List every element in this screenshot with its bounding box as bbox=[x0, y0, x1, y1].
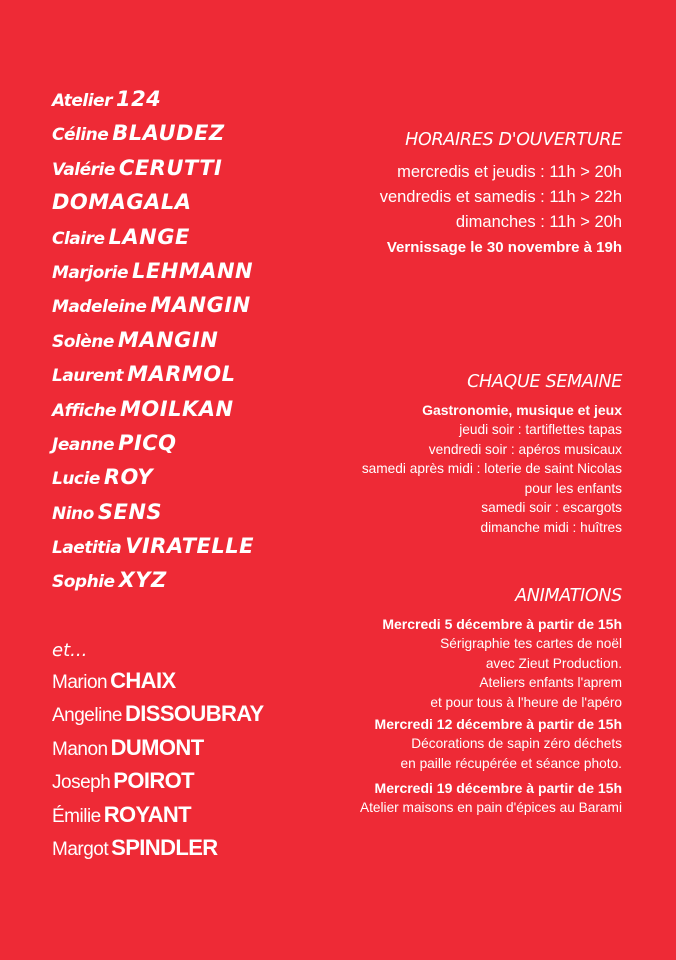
guest-first-name: Angeline bbox=[52, 705, 122, 727]
artist-first-name: Atelier bbox=[52, 91, 112, 111]
guest-entry bbox=[52, 664, 322, 697]
guest-last-name: CHAIX bbox=[110, 668, 176, 693]
guest-last-name: POIROT bbox=[113, 768, 195, 794]
animations-title: ANIMATIONS bbox=[515, 586, 622, 606]
artist-first-name: Affiche bbox=[52, 400, 116, 421]
artist-last-name: MANGIN bbox=[150, 293, 251, 318]
artist-first-name: Jeanne bbox=[52, 434, 115, 455]
horaires-line: vendredis et samedis : 11h > 22h bbox=[379, 188, 622, 206]
guest-first-name: Joseph bbox=[52, 772, 111, 794]
horaires-section bbox=[380, 130, 622, 260]
artist-entry bbox=[52, 460, 322, 494]
guest-entry bbox=[52, 764, 322, 797]
semaine-line: dimanche midi : huîtres bbox=[480, 519, 622, 535]
event-date: Mercredi 5 décembre à partir de 15h bbox=[382, 616, 622, 632]
event-line: Décorations de sapin zéro déchets bbox=[411, 736, 622, 752]
artist-last-name: SENS bbox=[97, 499, 163, 524]
artist-entry bbox=[52, 254, 322, 288]
artist-entry bbox=[52, 357, 322, 391]
artist-entry bbox=[52, 82, 322, 116]
guest-last-name: ROYANT bbox=[103, 801, 192, 827]
artist-entry bbox=[52, 529, 322, 563]
guest-first-name: Manon bbox=[52, 738, 108, 760]
artist-last-name: VIRATELLE bbox=[125, 534, 254, 559]
et-label: et... bbox=[52, 640, 88, 661]
guest-first-name: Margot bbox=[52, 838, 109, 860]
event-line: Sérigraphie tes cartes de noël bbox=[440, 636, 622, 651]
event-line: avec Zieut Production. bbox=[485, 655, 622, 671]
semaine-subtitle: Gastronomie, musique et jeux bbox=[422, 402, 622, 418]
artist-first-name: Madeleine bbox=[52, 297, 147, 318]
artist-entry bbox=[52, 392, 322, 426]
artist-first-name: Claire bbox=[52, 228, 105, 249]
artist-first-name: Solène bbox=[52, 331, 114, 352]
semaine-title: CHAQUE SEMAINE bbox=[467, 372, 622, 392]
event-line: Ateliers enfants l'aprem bbox=[479, 675, 622, 691]
artist-last-name: PICQ bbox=[118, 430, 177, 455]
guest-last-name: DUMONT bbox=[110, 734, 204, 760]
horaires-line: mercredis et jeudis : 11h > 20h bbox=[397, 163, 622, 181]
horaires-title: HORAIRES D'OUVERTURE bbox=[405, 130, 622, 150]
artist-first-name: Lucie bbox=[52, 469, 100, 490]
artist-entry bbox=[52, 288, 322, 322]
event-line: en paille récupérée et séance photo. bbox=[400, 755, 622, 771]
semaine-line: samedi après midi : loterie de saint Nicolas bbox=[361, 461, 622, 477]
event-date: Mercredi 19 décembre à partir de 15h bbox=[374, 779, 622, 796]
guest-entry bbox=[52, 731, 322, 764]
artist-last-name: BLAUDEZ bbox=[112, 121, 225, 146]
guest-last-name: DISSOUBRAY bbox=[124, 701, 264, 727]
artist-first-name: Céline bbox=[52, 125, 109, 146]
artist-last-name: 124 bbox=[115, 87, 162, 111]
guest-entry bbox=[52, 831, 322, 864]
artist-first-name: Sophie bbox=[52, 572, 115, 593]
artist-entry bbox=[52, 426, 322, 460]
artist-entry bbox=[52, 151, 322, 185]
artist-list bbox=[52, 82, 322, 598]
semaine-line: pour les enfants bbox=[524, 480, 622, 496]
artist-entry bbox=[52, 220, 322, 254]
event-line: Atelier maisons en pain d'épices au Barami bbox=[359, 799, 622, 815]
artist-first-name: Valérie bbox=[52, 159, 115, 180]
artist-entry bbox=[52, 116, 322, 150]
animations-section bbox=[360, 586, 622, 817]
artist-last-name: LEHMANN bbox=[132, 258, 254, 283]
semaine-section bbox=[362, 372, 622, 538]
guest-last-name: SPINDLER bbox=[111, 834, 218, 860]
artist-entry bbox=[52, 323, 322, 357]
semaine-line: vendredi soir : apéros musicaux bbox=[428, 441, 622, 457]
event-line: et pour tous à l'heure de l'apéro bbox=[430, 694, 622, 710]
guest-entry bbox=[52, 697, 322, 730]
artist-last-name: ROY bbox=[103, 465, 154, 490]
artist-last-name: LANGE bbox=[108, 224, 190, 249]
guest-first-name: Émilie bbox=[52, 805, 101, 827]
artist-first-name: Laurent bbox=[52, 366, 124, 387]
artist-last-name: MANGIN bbox=[117, 327, 219, 352]
artist-first-name: Nino bbox=[52, 503, 94, 524]
artist-entry bbox=[52, 495, 322, 529]
semaine-line: samedi soir : escargots bbox=[481, 500, 622, 516]
artist-last-name: MARMOL bbox=[127, 362, 236, 387]
artist-first-name: Laetitia bbox=[52, 538, 122, 559]
event-date: Mercredi 12 décembre à partir de 15h bbox=[374, 716, 622, 733]
artist-last-name: MOILKAN bbox=[120, 396, 234, 421]
artist-last-name: XYZ bbox=[118, 568, 167, 593]
horaires-line: dimanches : 11h > 20h bbox=[455, 213, 622, 231]
guest-first-name: Marion bbox=[52, 672, 108, 693]
artist-first-name: Marjorie bbox=[52, 262, 129, 283]
vernissage-text: Vernissage le 30 novembre à 19h bbox=[386, 239, 622, 256]
artist-entry bbox=[52, 185, 322, 219]
guest-entry bbox=[52, 798, 322, 831]
semaine-line: jeudi soir : tartiflettes tapas bbox=[459, 422, 622, 437]
artist-entry bbox=[52, 563, 322, 597]
artist-last-name: CERUTTI bbox=[118, 155, 223, 180]
guest-list bbox=[52, 664, 322, 864]
artist-last-name: DOMAGALA bbox=[52, 190, 192, 215]
